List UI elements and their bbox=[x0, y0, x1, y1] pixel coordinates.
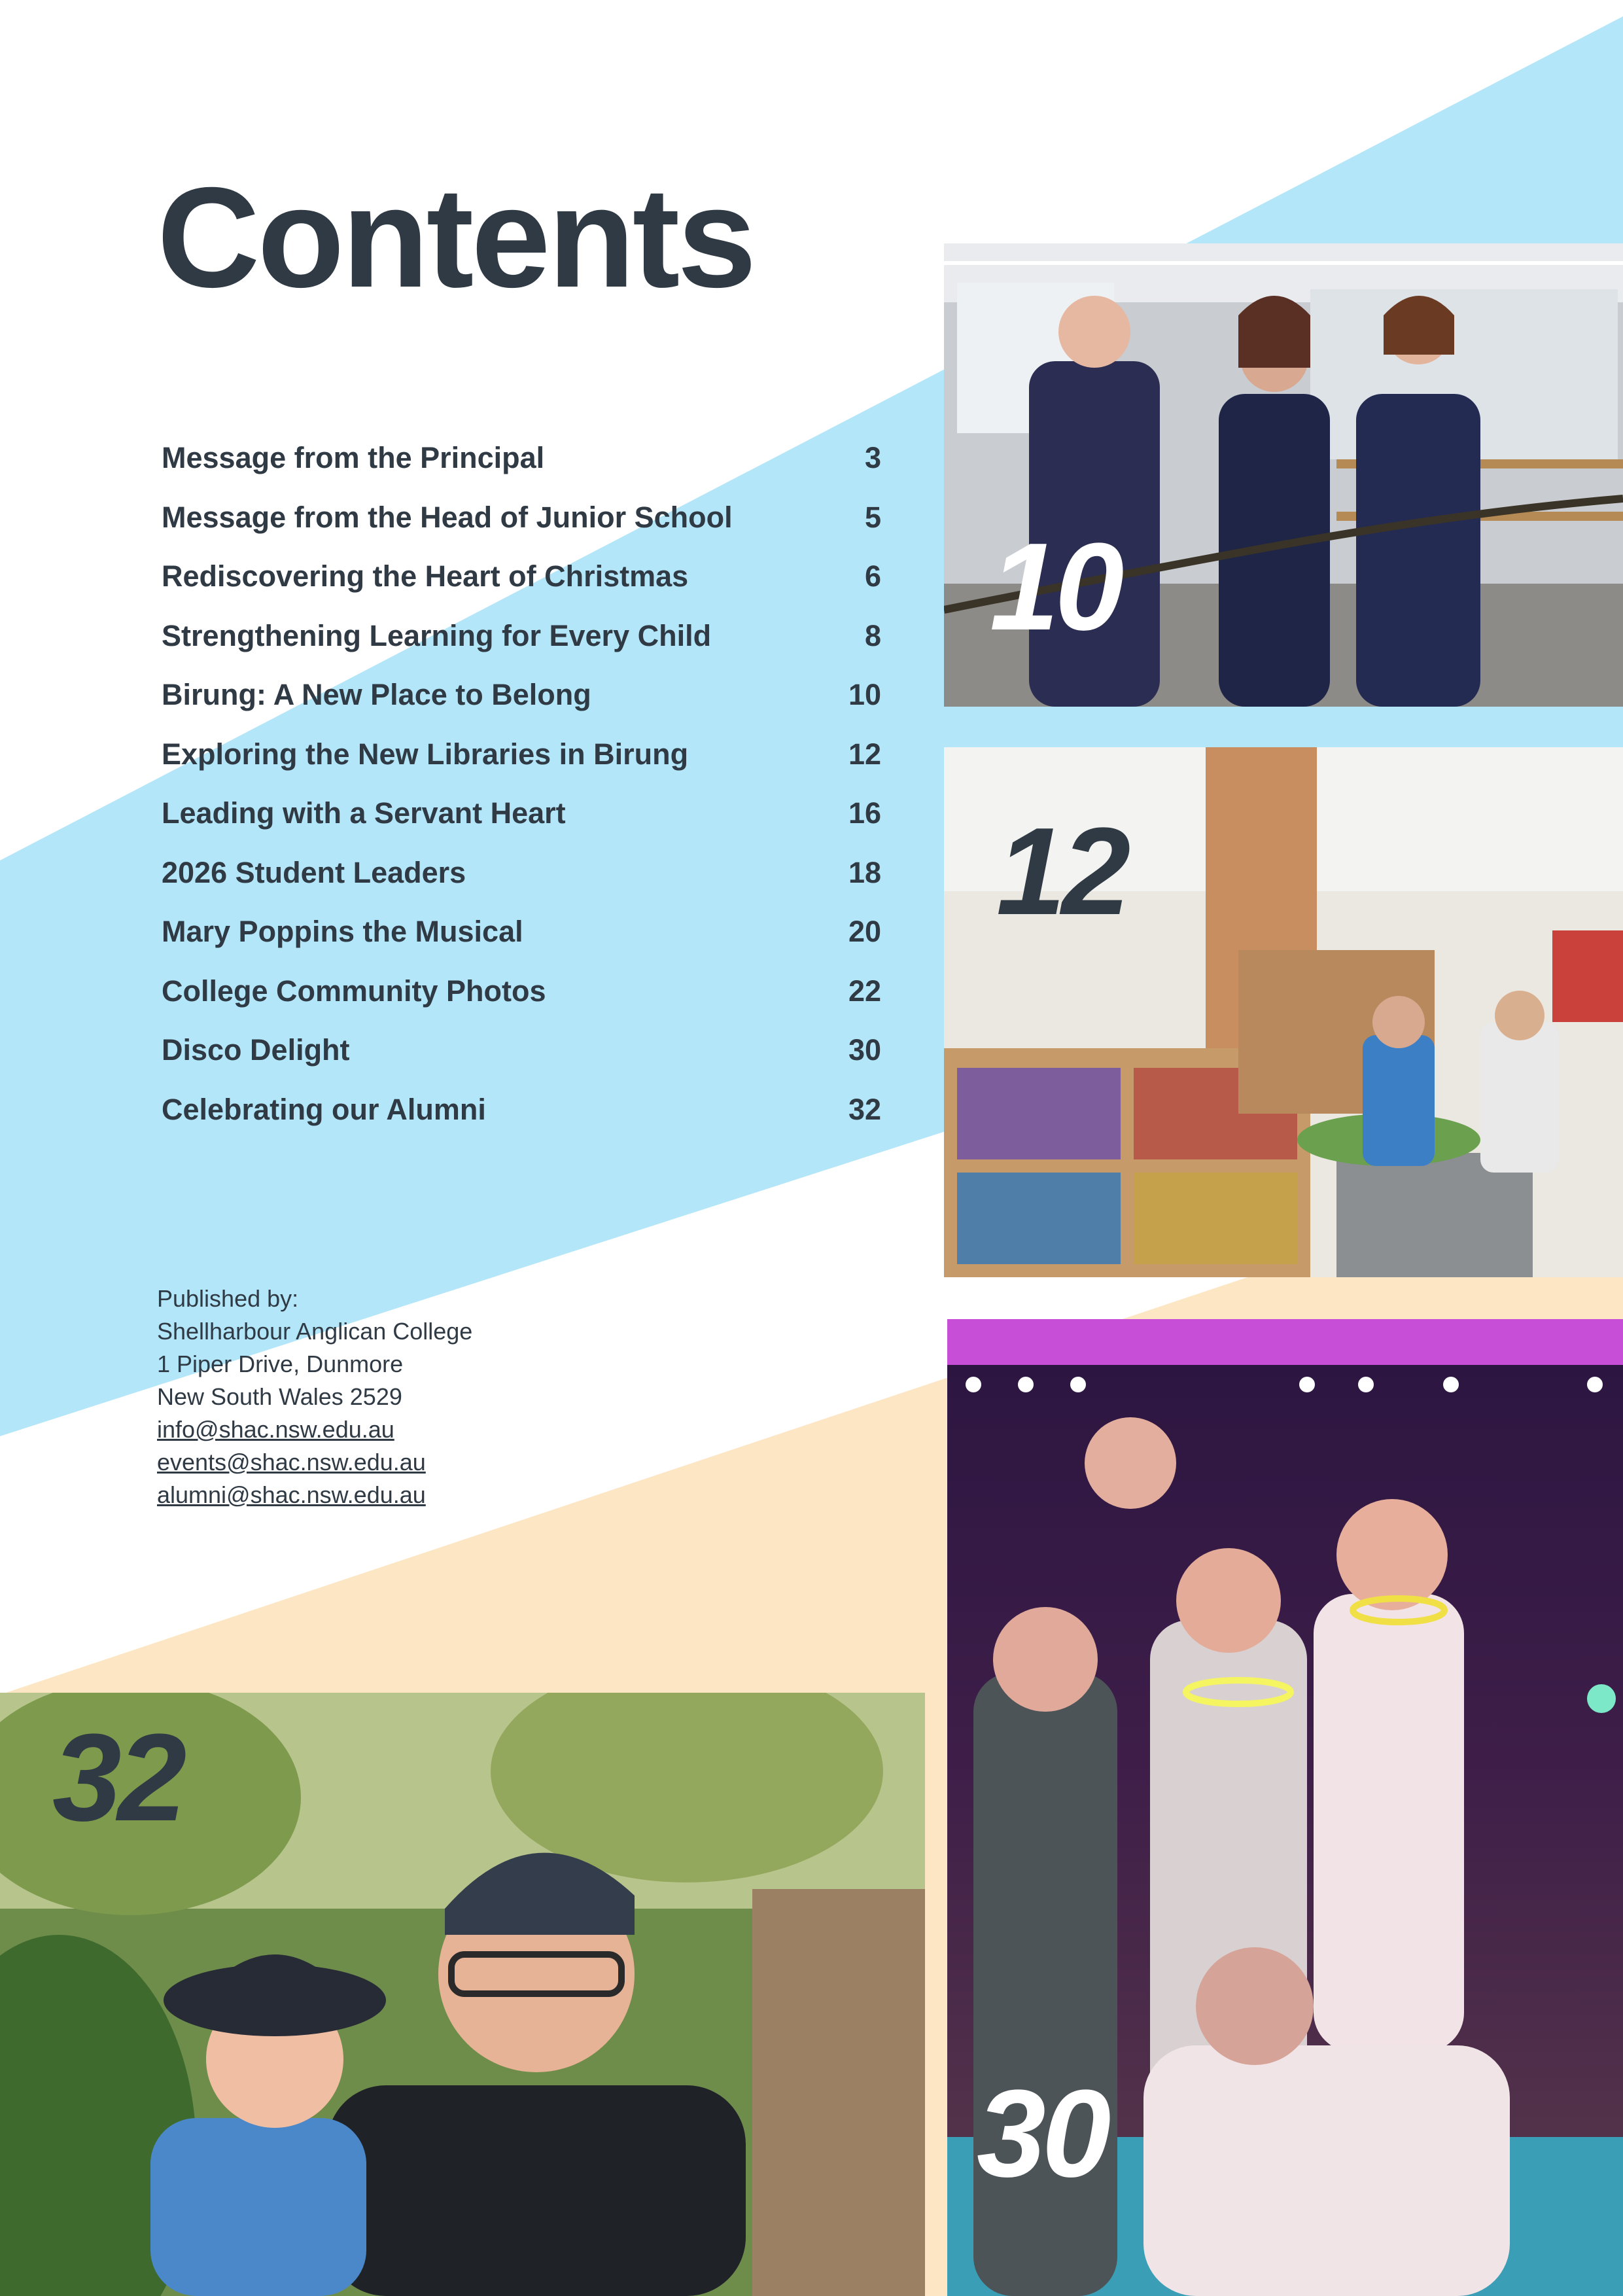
toc-entry-page: 10 bbox=[848, 678, 881, 712]
toc-entry[interactable] bbox=[162, 725, 881, 785]
toc-entry[interactable] bbox=[162, 429, 881, 488]
table-of-contents bbox=[162, 429, 881, 1139]
publisher-info bbox=[157, 1282, 472, 1511]
page-number-badge: 12 bbox=[996, 802, 1127, 941]
toc-entry-title: Rediscovering the Heart of Christmas bbox=[162, 559, 689, 593]
email-link-alumni[interactable]: alumni@shac.nsw.edu.au bbox=[157, 1481, 426, 1508]
toc-entry-page: 8 bbox=[864, 618, 881, 652]
toc-entry-page: 18 bbox=[848, 855, 881, 889]
toc-entry-title: Mary Poppins the Musical bbox=[162, 915, 523, 949]
toc-entry[interactable] bbox=[162, 1080, 881, 1140]
publisher-name: Shellharbour Anglican College bbox=[157, 1318, 473, 1345]
toc-entry-title: Celebrating our Alumni bbox=[162, 1092, 486, 1126]
library-photo bbox=[944, 747, 1623, 1277]
toc-entry-page: 3 bbox=[864, 441, 881, 475]
toc-entry[interactable] bbox=[162, 784, 881, 843]
toc-entry-title: Exploring the New Libraries in Birung bbox=[162, 737, 689, 771]
toc-entry-page: 32 bbox=[848, 1092, 881, 1126]
ribbon-cutting-photo bbox=[944, 243, 1623, 707]
toc-entry[interactable] bbox=[162, 665, 881, 725]
toc-entry-title: Birung: A New Place to Belong bbox=[162, 678, 591, 712]
toc-entry-title: Disco Delight bbox=[162, 1033, 350, 1067]
toc-entry[interactable] bbox=[162, 902, 881, 962]
email-link-info[interactable]: info@shac.nsw.edu.au bbox=[157, 1416, 394, 1443]
toc-entry-title: College Community Photos bbox=[162, 974, 546, 1008]
page-number-badge: 30 bbox=[977, 2064, 1108, 2203]
toc-entry-title: Message from the Principal bbox=[162, 441, 545, 475]
toc-entry[interactable] bbox=[162, 1021, 881, 1080]
toc-entry-page: 5 bbox=[864, 500, 881, 534]
publisher-address-line: 1 Piper Drive, Dunmore bbox=[157, 1351, 404, 1377]
toc-entry-title: Message from the Head of Junior School bbox=[162, 500, 733, 534]
toc-entry[interactable] bbox=[162, 843, 881, 903]
toc-entry-page: 16 bbox=[848, 796, 881, 830]
disco-photo bbox=[947, 1319, 1623, 2296]
toc-entry-title: 2026 Student Leaders bbox=[162, 855, 466, 889]
toc-entry-title: Strengthening Learning for Every Child bbox=[162, 618, 712, 652]
toc-entry-title: Leading with a Servant Heart bbox=[162, 796, 566, 830]
alumni-photo bbox=[0, 1693, 925, 2296]
toc-entry-page: 22 bbox=[848, 974, 881, 1008]
toc-entry[interactable] bbox=[162, 547, 881, 607]
page-number-badge: 32 bbox=[52, 1708, 183, 1847]
toc-entry-page: 20 bbox=[848, 915, 881, 949]
page-title: Contents bbox=[157, 158, 754, 317]
email-link-events[interactable]: events@shac.nsw.edu.au bbox=[157, 1449, 426, 1475]
toc-entry[interactable] bbox=[162, 488, 881, 548]
page-number-badge: 10 bbox=[990, 518, 1121, 656]
toc-entry[interactable] bbox=[162, 607, 881, 666]
toc-entry-page: 30 bbox=[848, 1033, 881, 1067]
toc-entry-page: 6 bbox=[864, 559, 881, 593]
toc-entry[interactable] bbox=[162, 962, 881, 1021]
toc-entry-page: 12 bbox=[848, 737, 881, 771]
publisher-heading: Published by: bbox=[157, 1285, 299, 1312]
publisher-address-line: New South Wales 2529 bbox=[157, 1383, 402, 1410]
